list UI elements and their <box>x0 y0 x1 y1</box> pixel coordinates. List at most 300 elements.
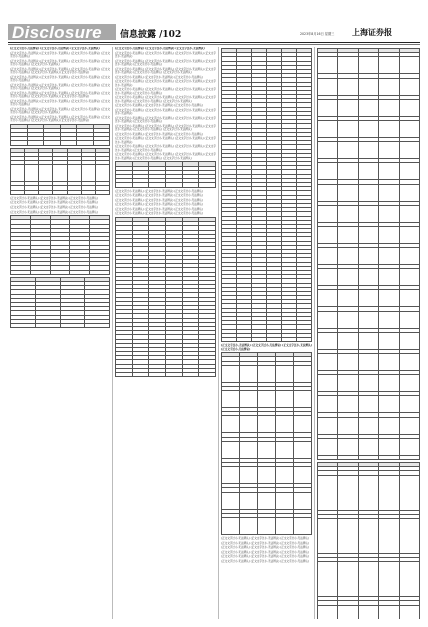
table-cell <box>358 438 378 455</box>
body-paragraph: (正文文字过小,无法辨认) (正文文字过小,无法辨认) (正文文字过小,无法辨认) (正文文字过小,无法辨认) (正文文字过小,无法辨认) (正文文字过小,无法辨认) <box>115 153 216 160</box>
table-row <box>222 492 312 509</box>
table-cell <box>222 441 240 458</box>
table-cell <box>240 365 258 382</box>
table-cell <box>258 416 276 433</box>
body-paragraph: (正文文字过小,无法辨认) (正文文字过小,无法辨认) (正文文字过小,无法辨认) (正文文字过小,无法辨认) <box>221 344 312 351</box>
data-table <box>221 352 312 535</box>
table-cell <box>132 373 149 377</box>
table-cell <box>222 467 240 484</box>
table-cell <box>399 475 419 510</box>
masthead <box>0 0 428 44</box>
table-cell <box>240 467 258 484</box>
body-paragraph: (正文文字过小,无法辨认) (正文文字过小,无法辨认) (正文文字过小,无法辨认) <box>115 75 204 79</box>
table-cell <box>358 184 378 201</box>
table-cell <box>182 183 199 187</box>
table-cell <box>27 141 44 145</box>
table-cell <box>379 142 399 159</box>
table-cell <box>338 163 358 180</box>
table-cell <box>237 337 252 341</box>
table-cell <box>379 226 399 243</box>
table-row <box>318 417 420 434</box>
table-cell <box>90 270 110 274</box>
table-cell <box>358 455 378 459</box>
table-row <box>318 396 420 413</box>
table-cell <box>318 354 338 371</box>
table-cell <box>294 365 312 382</box>
table-cell <box>358 163 378 180</box>
body-paragraph: (正文文字过小,无法辨认) (正文文字过小,无法辨认) (正文文字过小,无法辨认) <box>115 132 204 136</box>
table-cell <box>318 184 338 201</box>
data-table <box>10 277 110 328</box>
table-row <box>222 416 312 433</box>
table-cell <box>338 184 358 201</box>
table-cell <box>93 141 110 145</box>
table-cell <box>358 205 378 222</box>
body-paragraph: (正文文字过小,无法辨认) (正文文字过小,无法辨认) (正文文字过小,无法辨认) (正文文字过小,无法辨认) <box>10 75 110 82</box>
table-cell <box>240 441 258 458</box>
table-cell <box>199 373 216 377</box>
table-cell <box>318 417 338 434</box>
table-cell <box>149 373 166 377</box>
table-cell <box>358 605 378 619</box>
column-2 <box>115 47 216 619</box>
table-cell <box>399 290 419 307</box>
data-table <box>317 462 420 619</box>
table-cell <box>379 475 399 510</box>
table-cell <box>11 165 25 182</box>
table-cell <box>338 438 358 455</box>
table-cell <box>318 57 338 74</box>
table-cell <box>25 190 39 194</box>
table-cell <box>399 269 419 286</box>
table-cell <box>358 475 378 510</box>
table-cell <box>297 337 312 341</box>
table-cell <box>379 375 399 392</box>
table-cell <box>379 269 399 286</box>
table-row <box>318 290 420 307</box>
table-cell <box>294 441 312 458</box>
section-title: 信息披露 /102 <box>120 30 182 40</box>
column-1 <box>10 47 110 619</box>
table-cell <box>358 248 378 265</box>
table-cell <box>399 455 419 459</box>
table-cell <box>318 120 338 137</box>
body-paragraph: (正文文字过小,无法辨认) (正文文字过小,无法辨认) (正文文字过小,无法辨认) (正文文字过小,无法辨认) (正文文字过小,无法辨认) <box>115 116 216 124</box>
table-cell <box>318 375 338 392</box>
table-cell <box>50 270 70 274</box>
table-cell <box>35 323 60 327</box>
body-paragraph: (正文文字过小,无法辨认) (正文文字过小,无法辨认) (正文文字过小,无法辨认) (正文文字过小,无法辨认) (正文文字过小,无法辨认) <box>10 83 110 90</box>
table-row <box>11 190 110 194</box>
table-row <box>318 605 420 619</box>
table-cell <box>318 311 338 328</box>
column-divider <box>218 47 219 619</box>
body-paragraph: (正文文字过小,无法辨认) (正文文字过小,无法辨认) (正文文字过小,无法辨认) <box>115 207 204 211</box>
table-cell <box>338 475 358 510</box>
table-cell <box>70 270 90 274</box>
table-cell <box>358 518 378 553</box>
table-cell <box>276 365 294 382</box>
table-cell <box>358 562 378 597</box>
table-row <box>11 323 110 327</box>
table-cell <box>379 562 399 597</box>
body-paragraph: (正文文字过小,无法辨认) (正文文字过小,无法辨认) (正文文字过小,无法辨认) <box>221 559 310 563</box>
table-cell <box>318 518 338 553</box>
table-cell <box>338 226 358 243</box>
table-cell <box>379 248 399 265</box>
table-cell <box>294 492 312 509</box>
header-rule-thin <box>8 44 420 45</box>
table-cell <box>399 354 419 371</box>
table-cell <box>85 323 110 327</box>
body-paragraph: (正文文字过小,无法辨认) (正文文字过小,无法辨认) (正文文字过小,无法辨认) <box>115 203 204 207</box>
table-cell <box>379 120 399 137</box>
column-divider <box>112 47 113 619</box>
table-cell <box>222 492 240 509</box>
table-row <box>222 365 312 382</box>
body-paragraph: (正文文字过小,无法辨认) (正文文字过小,无法辨认) (正文文字过小,无法辨认) <box>115 47 205 50</box>
table-cell <box>318 269 338 286</box>
table-cell <box>60 141 77 145</box>
table-cell <box>258 391 276 408</box>
table-cell <box>379 332 399 349</box>
table-cell <box>276 467 294 484</box>
body-paragraph: (正文文字过小,无法辨认) (正文文字过小,无法辨认) (正文文字过小,无法辨认) (正文文字过小,无法辨认) (正文文字过小,无法辨认) (正文文字过小,无法辨认) <box>10 115 110 122</box>
table-row <box>318 354 420 371</box>
table-cell <box>379 205 399 222</box>
table-cell <box>338 78 358 95</box>
table-cell <box>358 57 378 74</box>
table-row <box>318 99 420 116</box>
body-paragraph: (正文文字过小,无法辨认) (正文文字过小,无法辨认) (正文文字过小,无法辨认) (正文文字过小,无法辨认) (正文文字过小,无法辨认) (正文文字过小,无法辨认) <box>115 67 216 74</box>
data-table <box>10 148 110 195</box>
table-cell <box>399 205 419 222</box>
table-cell <box>338 332 358 349</box>
table-cell <box>379 290 399 307</box>
table-cell <box>294 416 312 433</box>
table-cell <box>358 99 378 116</box>
table-cell <box>116 373 133 377</box>
table-cell <box>358 375 378 392</box>
table-cell <box>379 163 399 180</box>
table-cell <box>240 517 258 534</box>
table-cell <box>318 332 338 349</box>
body-paragraph: (正文文字过小,无法辨认) (正文文字过小,无法辨认) (正文文字过小,无法辨认) <box>10 210 99 214</box>
body-paragraph: (正文文字过小,无法辨认) (正文文字过小,无法辨认) (正文文字过小,无法辨认) <box>221 536 310 540</box>
table-cell <box>276 391 294 408</box>
table-cell <box>338 311 358 328</box>
table-row <box>116 183 216 187</box>
table-cell <box>222 517 240 534</box>
table-cell <box>276 492 294 509</box>
table-cell <box>338 354 358 371</box>
brand-word: Disclosure <box>12 23 102 42</box>
data-table <box>221 48 312 342</box>
table-row <box>318 518 420 553</box>
body-paragraph: (正文文字过小,无法辨认) (正文文字过小,无法辨认) (正文文字过小,无法辨认) <box>115 189 204 193</box>
table-cell <box>379 354 399 371</box>
header-rule <box>8 42 420 43</box>
table-cell <box>165 373 182 377</box>
table-cell <box>399 562 419 597</box>
table-cell <box>379 78 399 95</box>
table-cell <box>318 226 338 243</box>
table-cell <box>258 492 276 509</box>
body-paragraph: (正文文字过小,无法辨认) (正文文字过小,无法辨认) (正文文字过小,无法辨认) <box>115 212 204 216</box>
table-cell <box>77 141 94 145</box>
table-cell <box>358 290 378 307</box>
table-cell <box>399 375 419 392</box>
body-paragraph: (正文文字过小,无法辨认) (正文文字过小,无法辨认) (正文文字过小,无法辨认) <box>221 541 310 545</box>
body-paragraph: (正文文字过小,无法辨认) (正文文字过小,无法辨认) (正文文字过小,无法辨认) <box>115 104 204 108</box>
body-paragraph: (正文文字过小,无法辨认) (正文文字过小,无法辨认) (正文文字过小,无法辨认) (正文文字过小,无法辨认) (正文文字过小,无法辨认) (正文文字过小,无法辨认) <box>10 67 110 74</box>
table-cell <box>318 438 338 455</box>
table-cell <box>318 562 338 597</box>
table-row <box>318 311 420 328</box>
data-table <box>115 217 216 377</box>
body-paragraph: (正文文字过小,无法辨认) (正文文字过小,无法辨认) (正文文字过小,无法辨认) (正文文字过小,无法辨认) (正文文字过小,无法辨认) <box>115 59 216 66</box>
table-cell <box>379 455 399 459</box>
table-cell <box>358 396 378 413</box>
data-table <box>317 48 420 460</box>
table-cell <box>199 183 216 187</box>
table-row <box>318 269 420 286</box>
table-cell <box>39 165 53 182</box>
table-cell <box>379 518 399 553</box>
table-cell <box>338 142 358 159</box>
table-cell <box>399 142 419 159</box>
body-paragraph: (正文文字过小,无法辨认) (正文文字过小,无法辨认) (正文文字过小,无法辨认) (正文文字过小,无法辨认) (正文文字过小,无法辨认) (正文文字过小,无法辨认) <box>115 96 216 103</box>
table-cell <box>338 605 358 619</box>
body-paragraph: (正文文字过小,无法辨认) (正文文字过小,无法辨认) (正文文字过小,无法辨认) (正文文字过小,无法辨认) (正文文字过小,无法辨认) (正文文字过小,无法辨认) <box>115 124 216 132</box>
table-cell <box>11 270 31 274</box>
table-cell <box>67 165 81 182</box>
table-cell <box>132 183 149 187</box>
table-row <box>318 226 420 243</box>
table-cell <box>318 396 338 413</box>
table-cell <box>240 391 258 408</box>
body-paragraph: (正文文字过小,无法辨认) (正文文字过小,无法辨认) (正文文字过小,无法辨认) <box>115 194 204 198</box>
body-paragraph: (正文文字过小,无法辨认) (正文文字过小,无法辨认) (正文文字过小,无法辨认) <box>10 47 100 50</box>
table-cell <box>258 365 276 382</box>
table-row <box>11 270 110 274</box>
table-cell <box>358 311 378 328</box>
table-cell <box>67 190 81 194</box>
table-cell <box>318 248 338 265</box>
table-cell <box>358 142 378 159</box>
table-cell <box>60 323 85 327</box>
body-paragraph: (正文文字过小,无法辨认) (正文文字过小,无法辨认) (正文文字过小,无法辨认) <box>221 546 310 550</box>
table-cell <box>53 190 67 194</box>
table-cell <box>276 517 294 534</box>
table-cell <box>116 183 133 187</box>
table-cell <box>318 142 338 159</box>
table-row <box>318 375 420 392</box>
table-cell <box>399 120 419 137</box>
body-paragraph: (正文文字过小,无法辨认) (正文文字过小,无法辨认) (正文文字过小,无法辨认) (正文文字过小,无法辨认) (正文文字过小,无法辨认) <box>115 88 216 95</box>
column-4 <box>317 47 420 619</box>
table-cell <box>399 332 419 349</box>
table-cell <box>358 226 378 243</box>
table-cell <box>399 518 419 553</box>
table-cell <box>399 605 419 619</box>
table-row <box>318 120 420 137</box>
table-row <box>318 248 420 265</box>
table-cell <box>39 190 53 194</box>
table-cell <box>95 190 109 194</box>
table-cell <box>165 183 182 187</box>
table-row <box>318 78 420 95</box>
table-cell <box>318 78 338 95</box>
body-paragraph: (正文文字过小,无法辨认) (正文文字过小,无法辨认) (正文文字过小,无法辨认) (正文文字过小,无法辨认) (正文文字过小,无法辨认) <box>10 107 110 114</box>
table-cell <box>358 332 378 349</box>
table-cell <box>379 438 399 455</box>
data-table <box>10 215 110 275</box>
table-cell <box>399 311 419 328</box>
edition-date: 2023年8月16日 星期三 <box>300 32 335 36</box>
data-table <box>115 161 216 187</box>
body-paragraph: (正文文字过小,无法辨认) (正文文字过小,无法辨认) (正文文字过小,无法辨认) (正文文字过小,无法辨认) <box>10 99 110 106</box>
table-cell <box>399 163 419 180</box>
table-cell <box>379 99 399 116</box>
body-paragraph: (正文文字过小,无法辨认) (正文文字过小,无法辨认) (正文文字过小,无法辨认) (正文文字过小,无法辨认) <box>115 108 216 116</box>
table-cell <box>338 205 358 222</box>
table-cell <box>379 417 399 434</box>
table-row <box>318 332 420 349</box>
table-cell <box>379 605 399 619</box>
table-cell <box>53 165 67 182</box>
table-row <box>318 205 420 222</box>
table-cell <box>338 120 358 137</box>
table-cell <box>338 562 358 597</box>
table-cell <box>318 290 338 307</box>
table-cell <box>222 391 240 408</box>
table-cell <box>267 337 282 341</box>
table-cell <box>338 396 358 413</box>
table-row <box>318 562 420 597</box>
table-cell <box>399 78 419 95</box>
table-cell <box>399 396 419 413</box>
table-cell <box>358 354 378 371</box>
table-cell <box>338 57 358 74</box>
table-row <box>222 441 312 458</box>
table-cell <box>258 517 276 534</box>
table-row <box>318 142 420 159</box>
table-cell <box>399 184 419 201</box>
table-cell <box>338 99 358 116</box>
table-row <box>318 57 420 74</box>
table-cell <box>338 455 358 459</box>
body-paragraph: (正文文字过小,无法辨认) (正文文字过小,无法辨认) (正文文字过小,无法辨认) (正文文字过小,无法辨认) (正文文字过小,无法辨认) (正文文字过小,无法辨认) <box>10 91 110 98</box>
column-3 <box>221 47 312 619</box>
table-cell <box>399 57 419 74</box>
table-cell <box>399 417 419 434</box>
table-row <box>222 467 312 484</box>
table-cell <box>338 269 358 286</box>
body-paragraph: (正文文字过小,无法辨认) (正文文字过小,无法辨认) (正文文字过小,无法辨认) <box>10 206 99 210</box>
table-cell <box>276 416 294 433</box>
table-cell <box>240 492 258 509</box>
table-cell <box>282 337 297 341</box>
table-row <box>222 391 312 408</box>
body-paragraph: (正文文字过小,无法辨认) (正文文字过小,无法辨认) (正文文字过小,无法辨认) (正文文字过小,无法辨认) <box>115 51 216 58</box>
body-paragraph: (正文文字过小,无法辨认) (正文文字过小,无法辨认) (正文文字过小,无法辨认) <box>10 196 99 200</box>
table-cell <box>182 373 199 377</box>
table-cell <box>379 311 399 328</box>
body-paragraph: (正文文字过小,无法辨认) (正文文字过小,无法辨认) (正文文字过小,无法辨认) (正文文字过小,无法辨认) <box>10 51 110 58</box>
table-cell <box>11 190 25 194</box>
table-row <box>11 141 110 145</box>
body-paragraph: (正文文字过小,无法辨认) (正文文字过小,无法辨认) (正文文字过小,无法辨认) <box>10 201 99 205</box>
table-row <box>318 184 420 201</box>
body-paragraph: (正文文字过小,无法辨认) (正文文字过小,无法辨认) (正文文字过小,无法辨认) <box>115 198 204 202</box>
table-cell <box>276 441 294 458</box>
table-cell <box>294 391 312 408</box>
table-cell <box>11 141 28 145</box>
table-cell <box>379 57 399 74</box>
table-cell <box>318 605 338 619</box>
table-cell <box>358 269 378 286</box>
body-paragraph: (正文文字过小,无法辨认) (正文文字过小,无法辨认) (正文文字过小,无法辨认) (正文文字过小,无法辨认) <box>115 80 216 87</box>
table-cell <box>338 417 358 434</box>
table-cell <box>294 467 312 484</box>
table-cell <box>399 438 419 455</box>
table-row <box>318 438 420 455</box>
body-paragraph: (正文文字过小,无法辨认) (正文文字过小,无法辨认) (正文文字过小,无法辨认) (正文文字过小,无法辨认) (正文文字过小,无法辨认) <box>10 59 110 66</box>
table-cell <box>358 417 378 434</box>
table-row <box>318 163 420 180</box>
body-paragraph: (正文文字过小,无法辨认) (正文文字过小,无法辨认) (正文文字过小,无法辨认) <box>221 550 310 554</box>
table-cell <box>379 396 399 413</box>
table-cell <box>44 141 61 145</box>
table-cell <box>318 205 338 222</box>
table-cell <box>252 337 267 341</box>
body-paragraph: (正文文字过小,无法辨认) (正文文字过小,无法辨认) (正文文字过小,无法辨认) (正文文字过小,无法辨认) <box>115 137 216 144</box>
table-row <box>222 517 312 534</box>
table-cell <box>399 226 419 243</box>
table-cell <box>30 270 50 274</box>
paper-name: 上海证券报 <box>352 27 392 37</box>
table-cell <box>95 165 109 182</box>
table-cell <box>358 120 378 137</box>
table-cell <box>338 375 358 392</box>
table-cell <box>25 165 39 182</box>
column-divider <box>314 47 315 619</box>
data-table <box>10 124 110 146</box>
table-cell <box>222 365 240 382</box>
table-cell <box>338 248 358 265</box>
table-cell <box>294 517 312 534</box>
table-cell <box>318 163 338 180</box>
table-cell <box>222 337 237 341</box>
table-cell <box>240 416 258 433</box>
table-cell <box>222 416 240 433</box>
table-row <box>116 373 216 377</box>
table-cell <box>81 190 95 194</box>
table-row <box>222 337 312 341</box>
table-cell <box>399 248 419 265</box>
table-cell <box>338 290 358 307</box>
table-cell <box>149 183 166 187</box>
table-cell <box>258 467 276 484</box>
table-cell <box>258 441 276 458</box>
body-paragraph: (正文文字过小,无法辨认) (正文文字过小,无法辨认) (正文文字过小,无法辨认) (正文文字过小,无法辨认) (正文文字过小,无法辨认) <box>115 145 216 152</box>
table-row <box>318 455 420 459</box>
table-row <box>11 165 110 182</box>
table-row <box>318 475 420 510</box>
table-cell <box>81 165 95 182</box>
table-cell <box>318 475 338 510</box>
